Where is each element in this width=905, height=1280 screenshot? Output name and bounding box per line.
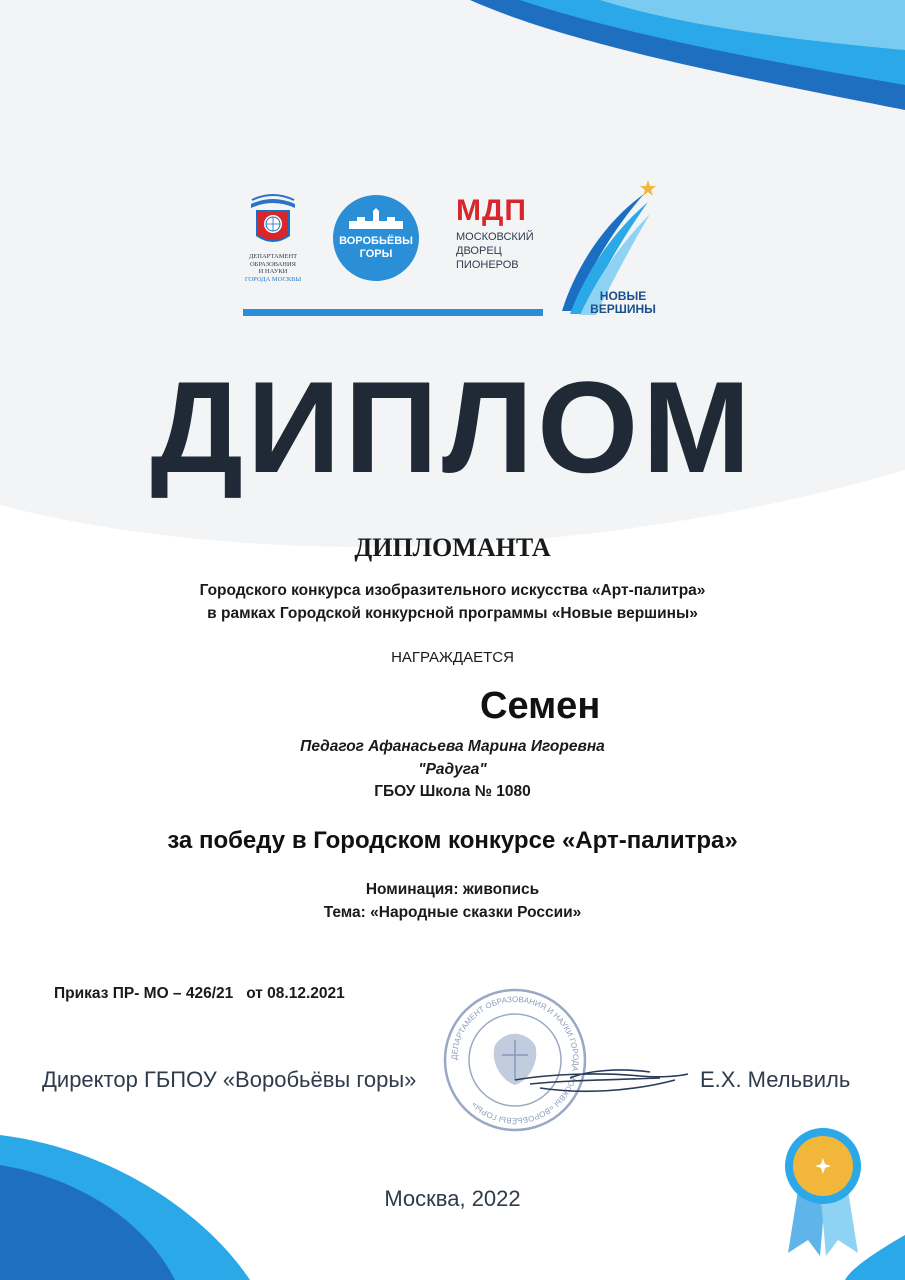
- theme: Тема: «Народные сказки России»: [323, 904, 582, 921]
- studio-name: "Радуга": [418, 761, 487, 778]
- contest-line-2: в рамках Городской конкурсной программы «Новые вершины»: [207, 605, 698, 622]
- award-reason: за победу в Городском конкурсе «Арт-палитра»: [167, 827, 738, 854]
- department-line1: ДЕПАРТАМЕНТ: [248, 253, 298, 260]
- contest-line-1: Городского конкурса изобразительного искусства «Арт-палитра»: [199, 582, 706, 599]
- diploma-subtitle: ДИПЛОМАНТА: [354, 533, 551, 562]
- recipient-name: Семен: [480, 685, 601, 727]
- mdp-line3: ПИОНЕРОВ: [456, 259, 519, 271]
- school-name: ГБОУ Школа № 1080: [374, 783, 531, 800]
- mdp-line2: ДВОРЕЦ: [456, 245, 502, 257]
- department-line4: ГОРОДА МОСКВЫ: [244, 275, 302, 283]
- signature-icon: [510, 1058, 690, 1108]
- diploma-title: ДИПЛОМ: [150, 354, 755, 500]
- novye-line2: ВЕРШИНЫ: [590, 302, 656, 316]
- coat-of-arms-icon: [248, 192, 298, 250]
- order-number: Приказ ПР- МО – 426/21 от 08.12.2021: [54, 985, 345, 1002]
- novye-line1: НОВЫЕ: [599, 289, 647, 303]
- department-logo-text: [228, 253, 318, 283]
- mdp-mark: МДП: [456, 194, 527, 227]
- department-line2: ОБРАЗОВАНИЯ: [249, 260, 297, 268]
- teacher-name: Педагог Афанасьева Марина Игоревна: [300, 738, 605, 755]
- nomination: Номинация: живопись: [365, 881, 540, 898]
- awarded-label: НАГРАЖДАЕТСЯ: [391, 649, 514, 666]
- vorobyovy-line1: ВОРОБЬЁВЫ: [339, 235, 413, 247]
- department-line3: И НАУКИ: [258, 268, 288, 275]
- mdp-logo: [456, 196, 556, 272]
- divider-rule: [243, 309, 543, 316]
- award-ribbon-icon: [778, 1118, 868, 1258]
- director-name: Е.Х. Мельвиль: [700, 1067, 851, 1092]
- stamp-ring-text: ДЕПАРТАМЕНТ ОБРАЗОВАНИЯ И НАУКИ ГОРОДА МОСКВЫ «ВОРОБЬЁВЫ ГОРЫ»: [449, 994, 581, 1126]
- vorobyovy-logo: [333, 195, 419, 281]
- director-title: Директор ГБПОУ «Воробьёвы горы»: [42, 1067, 417, 1092]
- novye-logo-text: [578, 290, 668, 316]
- mdp-line1: МОСКОВСКИЙ: [456, 231, 534, 243]
- palace-silhouette-icon: [347, 207, 405, 231]
- vorobyovy-line2: ГОРЫ: [359, 248, 393, 260]
- footer-city-year: Москва, 2022: [384, 1186, 521, 1211]
